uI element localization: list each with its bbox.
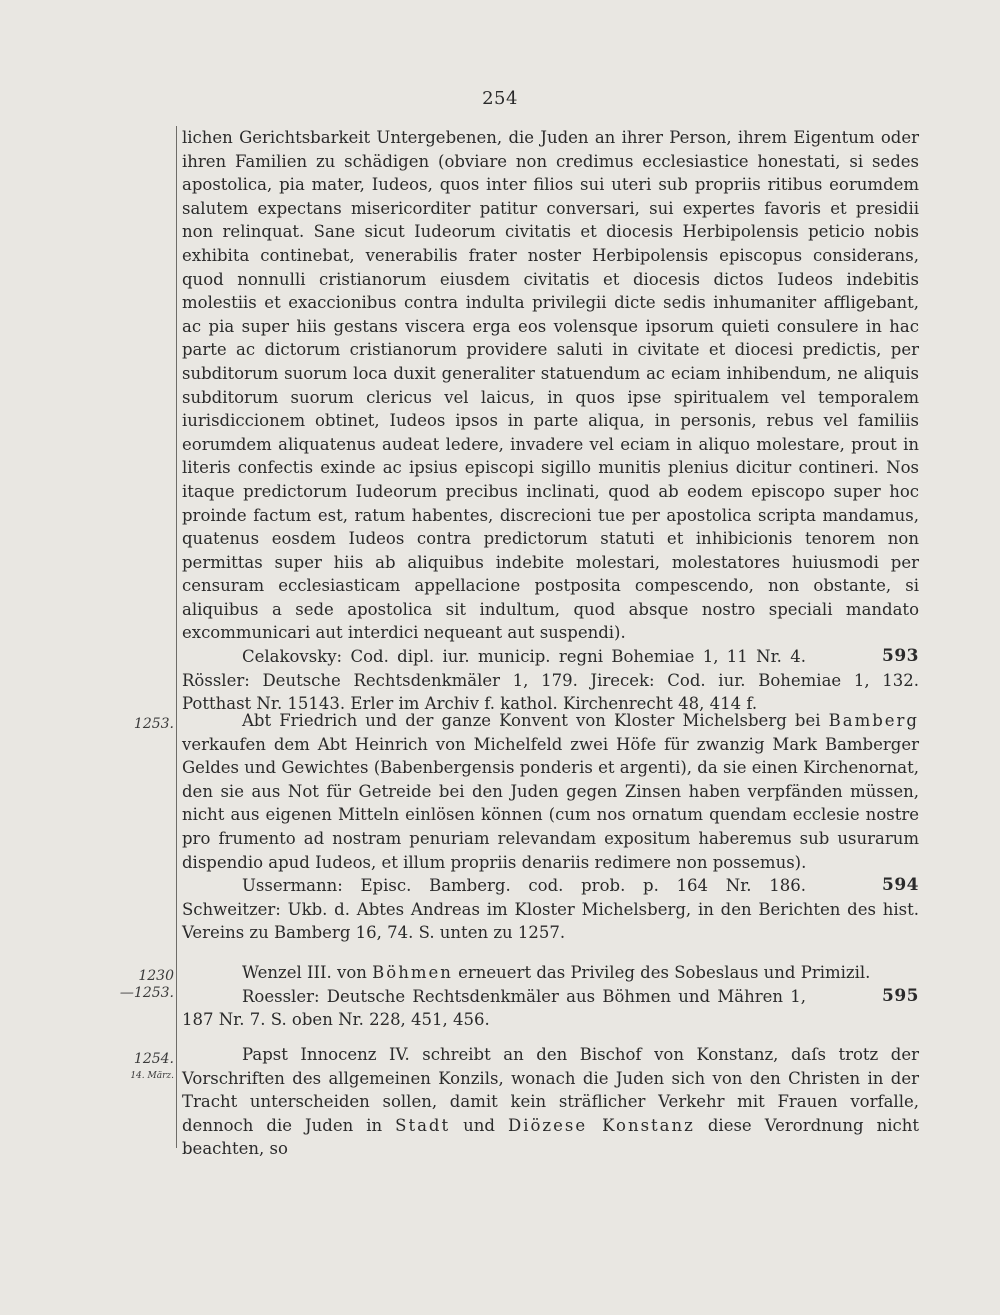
margin-date-595: 1230 —1253.	[119, 968, 174, 1001]
entry-595-source: 595 Roessler: Deutsche Rechtsdenkmäler aus Böhmen und Mähren 1, 187 Nr. 7. S. oben Nr. 228, 451, 456.	[182, 985, 919, 1030]
entry-595	[182, 961, 919, 1032]
place-name: Stadt	[395, 1115, 451, 1135]
entry-595-text: Wenzel III. von Böhmen erneuert das Privileg des Sobeslaus und Primizil.	[242, 963, 871, 982]
entry-596-text: Papst Innocenz IV. schreibt an den Bischof von Konstanz, daſs trotz der Vorschriften des allgemeinen Konzils, wonach die Juden sich von den Christen in der Tracht unterscheiden sollen, damit kein sträflicher Verkehr mit Frauen vorfalle, dennoch die Juden in Stadt und Diözese Konstanz diese Verordnung nicht beachten, so	[182, 1045, 920, 1159]
place-name: Bamberg	[828, 711, 919, 730]
margin-date-596: 1254. 14. März.	[130, 1051, 174, 1081]
margin-rule	[176, 126, 177, 1148]
entry-number: 595	[882, 985, 919, 1006]
entry-593-text: lichen Gerichtsbarkeit Untergebenen, die Juden an ihrer Person, ihrem Eigentum oder ihren Familien zu schädigen (obviare non credimus ecclesiastice honestati, si sedes apostolica, pia mater, Iudeos, quos inter filios sui uteri sub propriis ritibus eorumdem salutem expectans misericorditer patitur conversari, sui expertes favoris et presidii non relinquat. Sane sicut Iudeorum civitatis et diocesis Herbipolensis peticio nobis exhibita continebat, venerabilis frater noster Herbipolensis episcopus considerans, quod nonnulli cristianorum eiusdem civitatis et diocesis dictos Iudeos indebitis molestiis et exaccionibus contra indulta privilegii dicte sedis inhumaniter affligebant, ac pia super hiis gestans viscera erga eos volensque ipsorum quieti consulere in hac parte ac dictorum cristianorum providere saluti in civitate et diocesi predictis, per subditorum suorum loca duxit generaliter statuendum ac eciam inhibendum, ne aliquis subditorum suorum clericus vel laicus, in quos ipse spiritualem vel temporalem iurisdiccionem obtinet, Iudeos ipsos in parte aliqua, in personis, rebus vel familiis eorumdem aliquatenus audeat ledere, invadere vel eciam in aliquo molestare, prout in literis confectis exinde ac ipsius episcopi sigillo munitis plenius dicitur contineri. Nos itaque predictorum Iudeorum precibus inclinati, quod ab eodem episcopo super hoc proinde factum est, ratum habentes, discrecioni tue per apostolica scripta mandamus, quatenus eosdem Iudeos contra predictorum statuti et inhibicionis tenorem non permittas super hiis ab aliquibus indebite molestari, molestatores huiusmodi per censuram ecclesiasticam appellacione postposita compescendo, non obstante, si aliquibus a sede apostolica sit indultum, quod absque nostro speciali mandato excommunicari aut interdici nequeant aut suspendi).	[182, 128, 919, 643]
entry-number: 594	[882, 875, 919, 896]
entry-593	[182, 126, 919, 716]
place-name: Böhmen	[372, 963, 453, 982]
entry-596	[182, 1043, 919, 1161]
margin-date-594: 1253.	[133, 716, 174, 732]
place-name: Diözese Konstanz	[507, 1115, 695, 1135]
entry-593-source: 593 Celakovsky: Cod. dipl. iur. municip. regni Bohemiae 1, 11 Nr. 4. Rössler: Deutsche Rechtsdenkmäler 1, 179. Jirecek: Cod. iur. Bohemiae 1, 132. Potthast Nr. 15143. Erler im Archiv f. kathol. Kirchenrecht 48, 414 f.	[182, 646, 919, 714]
page-number: 254	[482, 88, 518, 109]
entry-594-text: Abt Friedrich und der ganze Konvent von Kloster Michelsberg bei Bamberg verkaufen dem Abt Heinrich von Michelfeld zwei Höfe für zwanzig Mark Bamberger Geldes und Gewichtes (Babenbergensis ponderis et argenti), da sie einen Kirchenornat, den sie aus Not für Getreide bei den Juden gegen Zinsen haben verpfänden müssen, nicht aus eigenen Mitteln einlösen können (cum nos ornatum quendam ecclesie nostre pro frumento ad nostram penuriam relevandam expositum haberemus sub usurarum dispendio apud Iudeos, et illum propriis denariis redimere non possemus).	[182, 711, 919, 872]
entry-594-source: 594 Ussermann: Episc. Bamberg. cod. prob. p. 164 Nr. 186. Schweitzer: Ukb. d. Abtes Andreas im Kloster Michelsberg, in den Berichten des hist. Vereins zu Bamberg 16, 74. S. unten zu 1257.	[182, 875, 919, 943]
entry-594	[182, 709, 919, 945]
entry-number: 593	[882, 646, 919, 667]
